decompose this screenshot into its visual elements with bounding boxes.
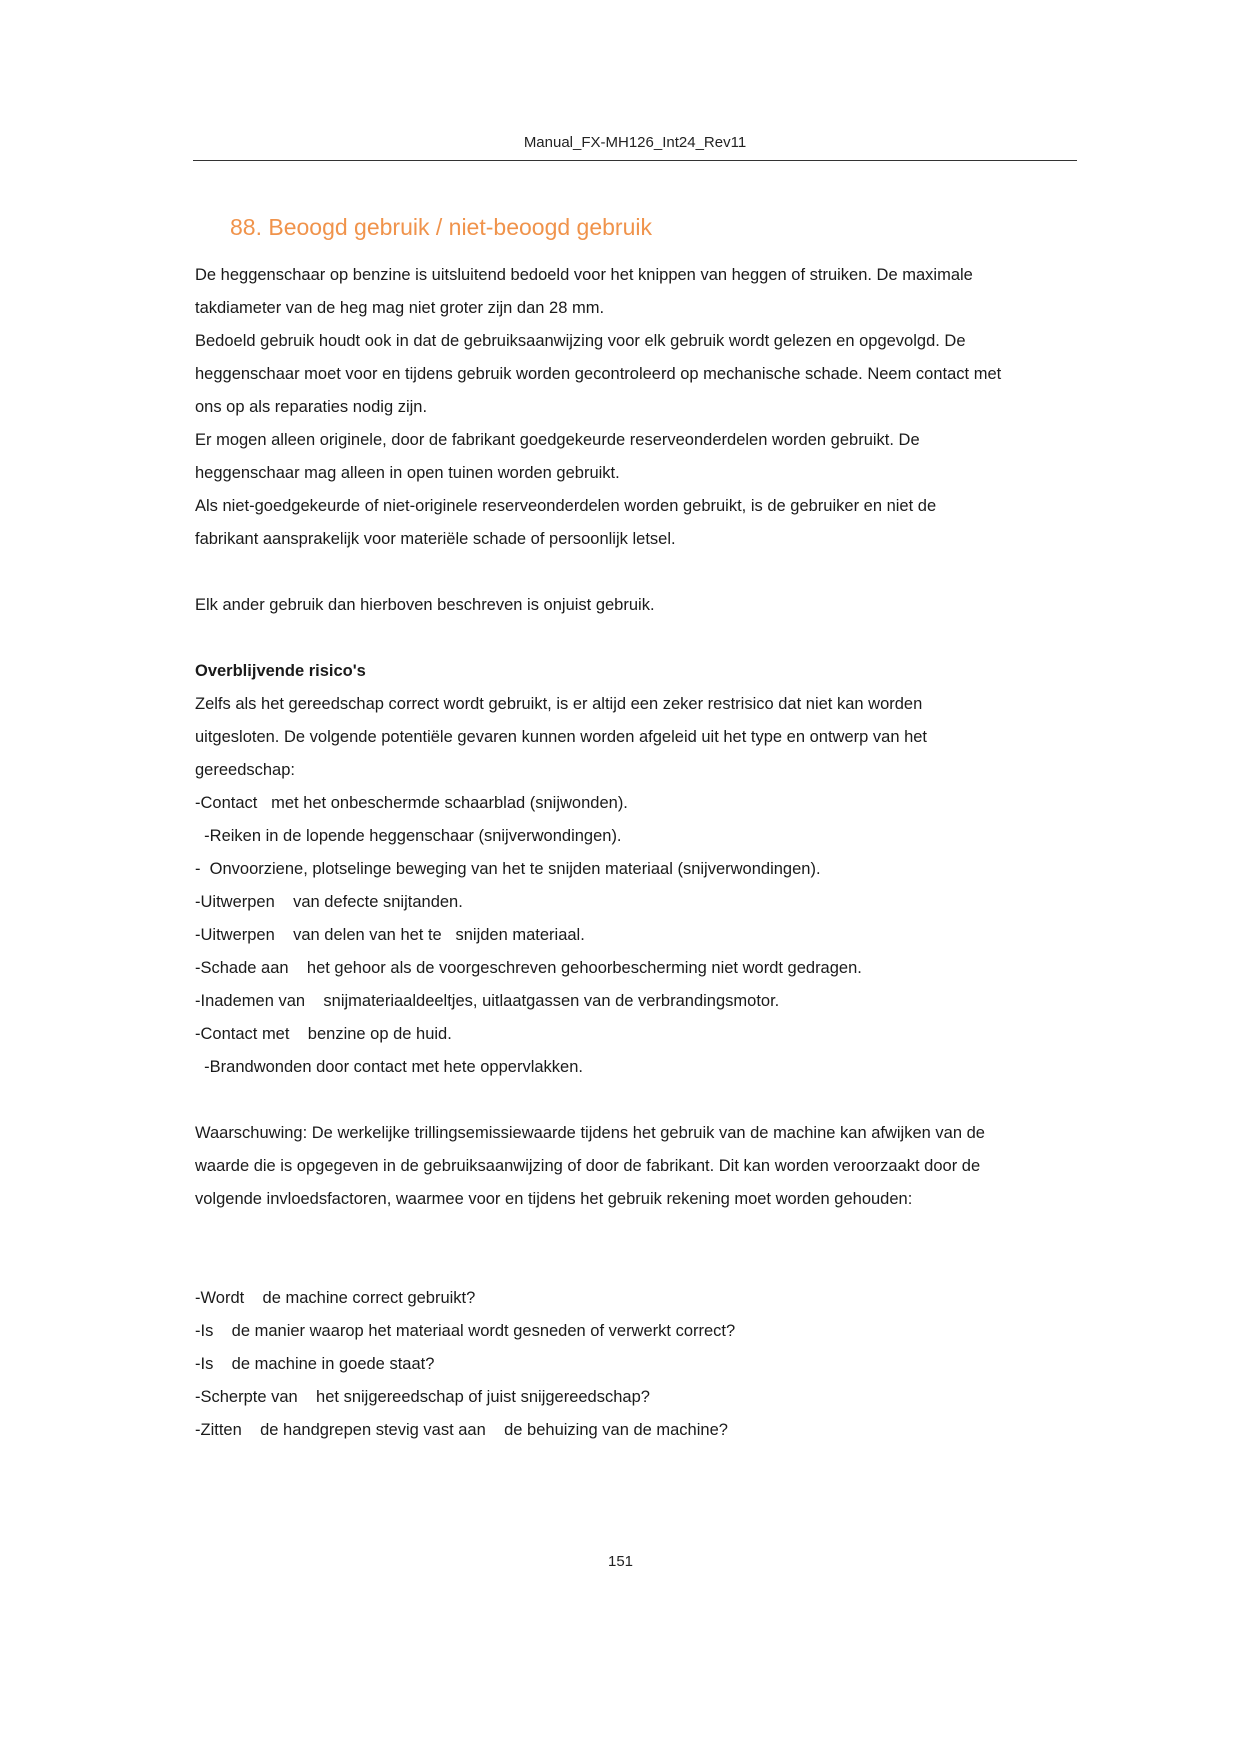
text-line: fabrikant aansprakelijk voor materiële schade of persoonlijk letsel. — [195, 530, 676, 548]
risk-item: -Contact met het onbeschermde schaarblad (snijwonden). — [195, 794, 628, 812]
risk-item: -Reiken in de lopende heggenschaar (snijverwondingen). — [195, 827, 622, 845]
question-item: -Zitten de handgrepen stevig vast aan de behuizing van de machine? — [195, 1421, 728, 1439]
question-item: -Wordt de machine correct gebruikt? — [195, 1289, 476, 1307]
spacer — [195, 622, 1075, 655]
risks-intro-line: Zelfs als het gereedschap correct wordt gebruikt, is er altijd een zeker restrisico dat niet kan worden — [195, 695, 923, 713]
text-line: Er mogen alleen originele, door de fabrikant goedgekeurde reserveonderdelen worden gebruikt. De — [195, 431, 920, 449]
text-line: Bedoeld gebruik houdt ook in dat de gebruiksaanwijzing voor elk gebruik wordt gelezen en opgevolgd. De — [195, 332, 966, 350]
question-item: -Is de machine in goede staat? — [195, 1355, 435, 1373]
risk-item: -Uitwerpen van defecte snijtanden. — [195, 893, 463, 911]
section-body — [195, 259, 1075, 1447]
question-item: -Scherpte van het snijgereedschap of juist snijgereedschap? — [195, 1388, 650, 1406]
text-line: Als niet-goedgekeurde of niet-originele reserveonderdelen worden gebruikt, is de gebruiker en niet de — [195, 497, 937, 515]
risk-item: -Inademen van snijmateriaaldeeltjes, uitlaatgassen van de verbrandingsmotor. — [195, 992, 780, 1010]
warning-line: Waarschuwing: De werkelijke trillingsemissiewaarde tijdens het gebruik van de machine kan afwijken van de — [195, 1124, 985, 1142]
spacer — [195, 556, 1075, 589]
risk-item: - Onvoorziene, plotselinge beweging van het te snijden materiaal (snijverwondingen). — [195, 860, 821, 878]
text-line: ons op als reparaties nodig zijn. — [195, 398, 428, 416]
warning-line: volgende invloedsfactoren, waarmee voor en tijdens het gebruik rekening moet worden gehouden: — [195, 1190, 913, 1208]
text-line: heggenschaar mag alleen in open tuinen worden gebruikt. — [195, 464, 620, 482]
risk-item: -Uitwerpen van delen van het te snijden materiaal. — [195, 926, 585, 944]
spacer — [195, 1216, 1075, 1249]
question-item: -Is de manier waarop het materiaal wordt gesneden of verwerkt correct? — [195, 1322, 736, 1340]
spacer — [195, 1249, 1075, 1282]
other-use-statement: Elk ander gebruik dan hierboven beschreven is onjuist gebruik. — [195, 596, 655, 614]
risks-heading: Overblijvende risico's — [195, 662, 366, 680]
header-rule — [193, 160, 1077, 161]
risks-intro-line: gereedschap: — [195, 761, 295, 779]
text-line: De heggenschaar op benzine is uitsluitend bedoeld voor het knippen van heggen of struiken. De maximale — [195, 266, 973, 284]
risk-item: -Brandwonden door contact met hete oppervlakken. — [195, 1058, 583, 1076]
text-line: heggenschaar moet voor en tijdens gebruik worden gecontroleerd op mechanische schade. Neem contact met — [195, 365, 1002, 383]
section-heading: 88. Beoogd gebruik / niet-beoogd gebruik — [230, 214, 652, 240]
risk-item: -Contact met benzine op de huid. — [195, 1025, 452, 1043]
risks-intro-line: uitgesloten. De volgende potentiële gevaren kunnen worden afgeleid uit het type en ontwerp van het — [195, 728, 928, 746]
risk-item: -Schade aan het gehoor als de voorgeschreven gehoorbescherming niet wordt gedragen. — [195, 959, 862, 977]
spacer — [195, 1084, 1075, 1117]
warning-line: waarde die is opgegeven in de gebruiksaanwijzing of door de fabrikant. Dit kan worden veroorzaakt door de — [195, 1157, 981, 1175]
text-line: takdiameter van de heg mag niet groter zijn dan 28 mm. — [195, 299, 605, 317]
page-number: 151 — [607, 1553, 634, 1570]
document-header: Manual_FX-MH126_Int24_Rev11 — [523, 134, 747, 151]
intended-use-paragraph — [195, 259, 1075, 556]
